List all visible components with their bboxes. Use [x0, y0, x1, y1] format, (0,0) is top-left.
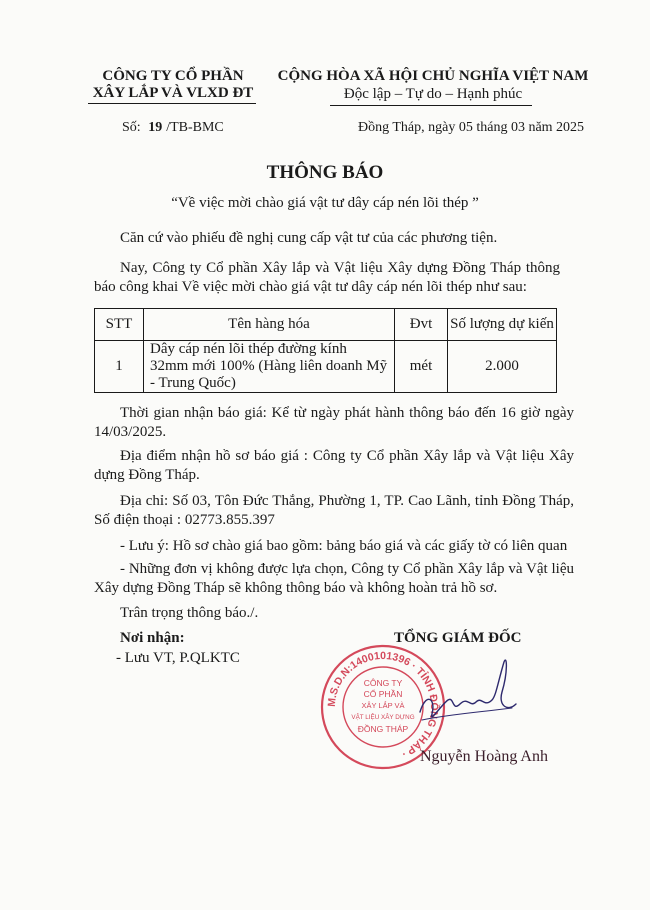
header-unit: Đvt [395, 309, 448, 341]
doc-number-label: Số: [122, 120, 141, 135]
document-subject: “Về việc mời chào giá vật tư dây cáp nén lõi thép ” [171, 195, 479, 211]
motto-underline [330, 105, 532, 106]
header-quantity: Số lượng dự kiến [448, 309, 557, 341]
cell-stt: 1 [95, 341, 144, 393]
table-row [95, 341, 557, 393]
recipients-item: - Lưu VT, P.QLKTC [116, 650, 240, 666]
cell-unit: mét [395, 341, 448, 393]
time-paragraph: Thời gian nhận báo giá: Kể từ ngày phát hành thông báo đến 16 giờ ngày 14/03/2025. [94, 405, 574, 440]
cell-item-name: Dây cáp nén lõi thép đường kính 32mm mới 100% (Hàng liên doanh Mỹ - Trung Quốc) [144, 341, 395, 393]
cell-quantity: 2.000 [448, 341, 557, 393]
table-header-row [95, 309, 557, 341]
place-date: Đồng Tháp, ngày 05 tháng 03 năm 2025 [358, 120, 585, 135]
document-title: THÔNG BÁO [266, 162, 384, 183]
header-item-name: Tên hàng hóa [144, 309, 395, 341]
stamp-line-1: CÔNG TY [363, 678, 403, 688]
stamp-line-5: ĐỒNG THÁP [357, 724, 409, 734]
place-paragraph: Địa điểm nhận hồ sơ báo giá : Công ty Cổ phần Xây lắp và Vật liệu Xây dựng Đồng Tháp. [94, 448, 574, 483]
stamp-ring-text: M.S.D.N:1400101396 · TỈNH ĐỒNG THÁP · [325, 649, 441, 760]
handwritten-signature [412, 652, 522, 742]
doc-number-suffix: /TB-BMC [166, 120, 224, 135]
document-number [122, 120, 224, 136]
closing-line: Trân trọng thông báo./. [120, 605, 259, 621]
stamp-line-3: XÂY LẮP VÀ [361, 701, 405, 710]
intro-paragraph: Căn cứ vào phiếu đề nghị cung cấp vật tư của các phương tiện. [120, 230, 498, 246]
stamp-line-4: VẬT LIỆU XÂY DỰNG [351, 714, 415, 721]
company-header [78, 68, 268, 102]
note-paragraph: - Lưu ý: Hồ sơ chào giá bao gồm: bảng báo giá và các giấy tờ có liên quan [120, 538, 568, 554]
nation-title: CỘNG HÒA XÃ HỘI CHỦ NGHĨA VIỆT NAM [277, 68, 589, 84]
address-paragraph: Địa chỉ: Số 03, Tôn Đức Thắng, Phường 1, TP. Cao Lãnh, tỉnh Đồng Tháp, Số điện thoại : 02773.855.397 [94, 493, 574, 528]
body-intro-paragraph: Nay, Công ty Cổ phần Xây lắp và Vật liệu Xây dựng Đồng Tháp thông báo công khai Về việc mời chào giá vật tư dây cáp nén lõi thép như sau: [94, 260, 560, 295]
goods-table [94, 308, 557, 393]
header-stt: STT [95, 309, 144, 341]
company-name-line2: XÂY LẮP VÀ VLXD ĐT [92, 85, 254, 101]
signature-role: TỔNG GIÁM ĐỐC [394, 630, 522, 646]
national-header [268, 68, 598, 104]
recipients-label: Nơi nhận: [120, 630, 185, 646]
nation-motto: Độc lập – Tự do – Hạnh phúc [343, 86, 523, 102]
doc-number-value: 19 [148, 120, 163, 135]
stamp-line-2: CỔ PHẦN [363, 689, 403, 699]
signer-name: Nguyễn Hoàng Anh [420, 748, 548, 765]
company-name-line1: CÔNG TY CỔ PHẦN [102, 68, 244, 84]
unselected-paragraph: - Những đơn vị không được lựa chọn, Công ty Cổ phần Xây lắp và Vật liệu Xây dựng Đồng Tháp sẽ không thông báo và không hoàn trả hồ sơ. [94, 561, 574, 596]
company-underline [88, 103, 256, 104]
